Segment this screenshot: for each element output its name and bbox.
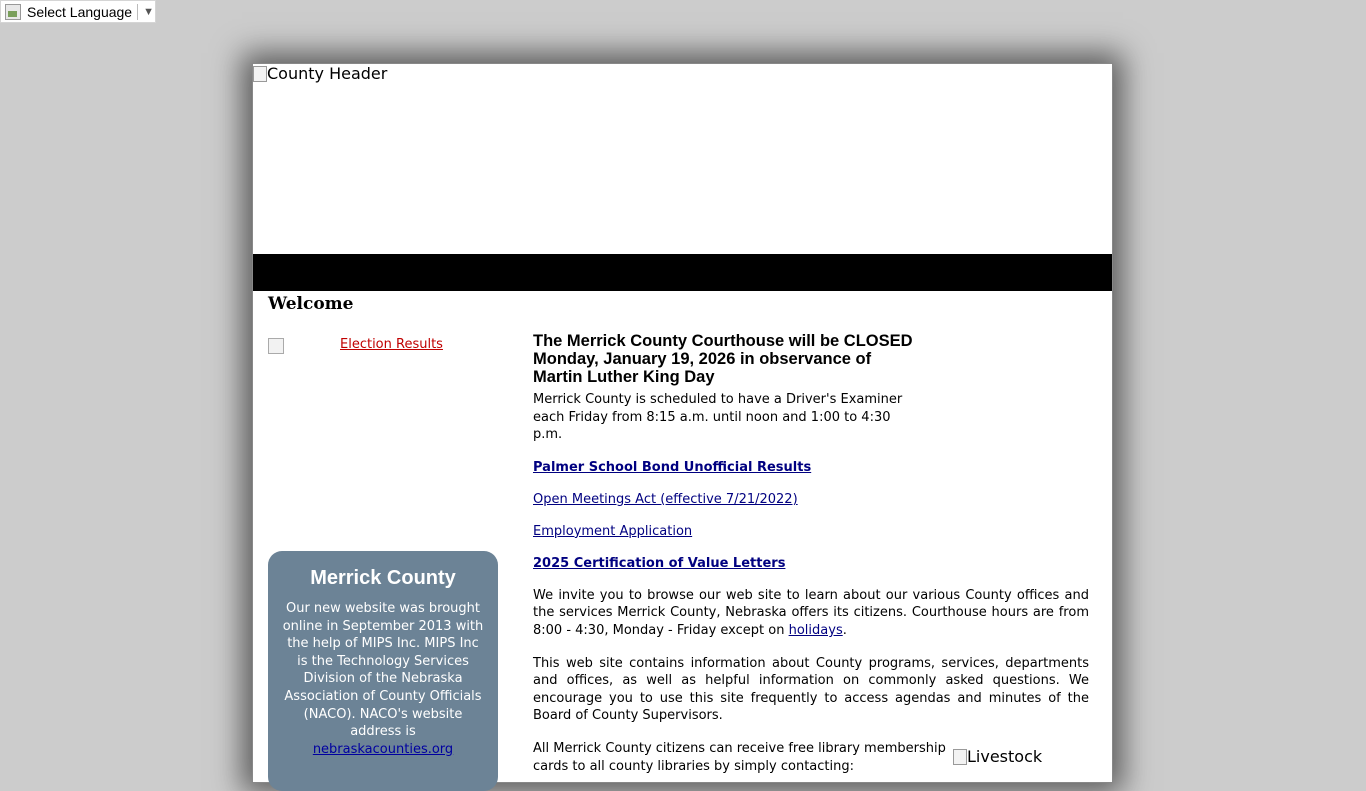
election-results-link[interactable]: Election Results — [340, 337, 443, 352]
invite-end: . — [842, 622, 847, 638]
county-header-image — [253, 64, 1112, 254]
merrick-county-info-box — [268, 551, 498, 791]
chevron-down-icon: ▼ — [143, 5, 154, 18]
info-box-text — [280, 600, 486, 758]
divider — [137, 4, 138, 20]
closure-notice: The Merrick County Courthouse will be CLOSED Monday, January 19, 2026 in observance of Martin Luther King Day — [533, 332, 913, 386]
drivers-examiner-notice: Merrick County is scheduled to have a Driver's Examiner each Friday from 8:15 a.m. until noon and 1:00 to 4:30 p.m. — [533, 392, 903, 443]
page-container — [252, 63, 1113, 783]
invite-paragraph — [533, 587, 1089, 640]
library-paragraph: All Merrick County citizens can receive free library membership cards to all county libraries by simply contacting: — [533, 740, 946, 774]
naco-website-link[interactable]: nebraskacounties.org — [312, 741, 454, 757]
info-box-title: Merrick County — [310, 567, 456, 589]
broken-image-icon — [268, 338, 284, 354]
navigation-bar — [253, 254, 1112, 291]
info-paragraph: This web site contains information about County programs, services, departments and offices, as well as helpful information on commonly asked questions. We encourage you to use this site frequently to access agendas and minutes of the Board of County Supervisors. — [533, 655, 1089, 724]
livestock-image — [953, 747, 1042, 766]
broken-image-icon — [953, 749, 967, 765]
info-box-body: Our new website was brought online in September 2013 with the help of MIPS Inc. MIPS Inc is the Technology Services Division of the Nebraska Association of County Officials (NACO). NACO's website address is — [282, 601, 484, 740]
main-content — [533, 332, 1089, 775]
livestock-alt: Livestock — [967, 747, 1043, 766]
language-selector[interactable] — [0, 0, 156, 23]
holidays-link[interactable]: holidays — [788, 622, 843, 638]
page-title: Welcome — [268, 294, 354, 314]
palmer-bond-results-link[interactable]: Palmer School Bond Unofficial Results — [533, 459, 812, 475]
county-header-alt: County Header — [267, 64, 388, 83]
broken-image-icon — [253, 66, 267, 82]
open-meetings-act-link[interactable]: Open Meetings Act (effective 7/21/2022) — [533, 491, 798, 507]
certification-of-value-link[interactable]: 2025 Certification of Value Letters — [533, 555, 786, 571]
election-results-banner[interactable] — [268, 337, 498, 357]
google-translate-icon — [5, 4, 21, 20]
invite-text: We invite you to browse our web site to learn about our various County offices and the services Merrick County, Nebraska offers its citizens. Courthouse hours are from 8:00 - 4:30, Monday - Friday except on — [533, 587, 1089, 638]
employment-application-link[interactable]: Employment Application — [533, 523, 693, 539]
language-selector-label: Select Language — [27, 3, 133, 20]
